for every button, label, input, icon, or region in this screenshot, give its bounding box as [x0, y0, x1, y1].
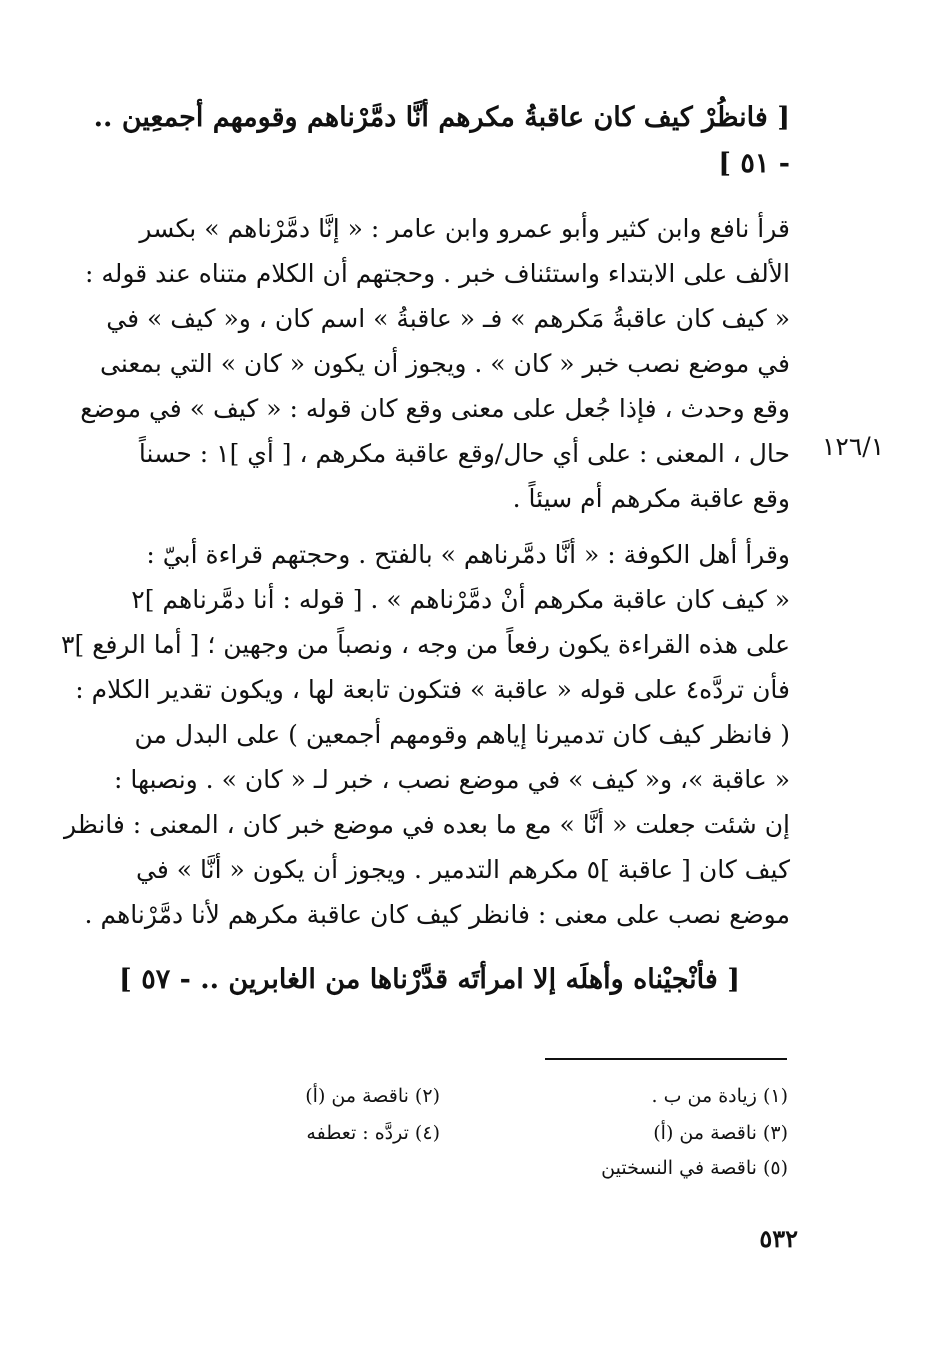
page-number: ٥٣٢: [759, 1224, 798, 1253]
paragraph-2-line: « عاقبة »، و« كيف » في موضع نصب ، خبر لـ « كان » . ونصبها :: [113, 765, 790, 794]
paragraph-1-line: وقع وحدث ، فإذا جُعل على معنى وقع كان قوله : « كيف » في موضع: [80, 394, 790, 423]
footnote-3: (٣) ناقصة من (أ): [653, 1122, 788, 1144]
paragraph-2-line: على هذه القراءة يكون رفعاً من وجه ، ونصباً من وجهين ؛ [ أما الرفع ]٣: [61, 630, 790, 659]
paragraph-2-line: « كيف كان عاقبة مكرهم أنْ دمَّرْناهم » . [ قوله : أنا دمَّرناهم ]٢: [131, 585, 790, 614]
paragraph-1-line: في موضع نصب خبر « كان » . ويجوز أن يكون « كان » التي بمعنى: [100, 349, 790, 378]
paragraph-1-line: وقع عاقبة مكرهم أم سيئاً .: [512, 484, 790, 513]
verse-top-line-2: - ٥١ ]: [718, 148, 790, 179]
margin-reference: ١٢٦/١: [822, 432, 885, 461]
paragraph-1: [80, 212, 790, 542]
footnote-separator: [545, 1058, 787, 1060]
paragraph-2-line: موضع نصب على معنى : فانظر كيف كان عاقبة مكرهم لأنا دمَّرْناهم .: [84, 900, 790, 929]
verse-top-line-1: [ فانظُرْ كيف كان عاقبةُ مكرهم أنَّا دمَّرْناهم وقومهم أجمعِين ..: [93, 102, 790, 133]
paragraph-1-line: حال ، المعنى : على أي حال/وقع عاقبة مكرهم ، [ أي ]١ : حسناً: [138, 439, 790, 468]
paragraph-2-line: ( فانظر كيف كان تدميرنا إياهم وقومهم أجمعين ) على البدل من: [134, 720, 790, 749]
paragraph-1-line: الألف على الابتداء واستئناف خبر . وحجتهم أن الكلام متناه عند قوله :: [84, 259, 790, 288]
paragraph-2-line: إن شئت جعلت « أنَّا » مع ما بعده في موضع خبر كان ، المعنى : فانظر: [64, 810, 790, 839]
footnote-5: (٥) ناقصة في النسختين: [601, 1157, 788, 1179]
verse-bottom: [ فأنْجيْناه وأهلَه إلا امرأتَه قدَّرْناها من الغابرين .. - ٥٧ ]: [119, 964, 740, 995]
paragraph-1-line: « كيف كان عاقبةُ مَكرهم » فـ « عاقبةُ » اسم كان ، و« كيف » في: [106, 304, 790, 333]
footnote-1: (١) زيادة من ب .: [651, 1085, 788, 1107]
paragraph-1-line: قرأ نافع وابن كثير وأبو عمرو وابن عامر : « إنَّا دمَّرْناهم » بكسر: [139, 214, 790, 243]
paragraph-2-line: وقرأ أهل الكوفة : « أنَّا دمَّرناهم » بالفتح . وحجتهم قراءة أبيّ :: [146, 540, 790, 569]
footnote-2: (٢) ناقصة من (أ): [305, 1085, 440, 1107]
paragraph-2-line: فأن تردَّه٤ على قوله « عاقبة » فتكون تابعة لها ، ويكون تقدير الكلام :: [75, 675, 790, 704]
paragraph-2-line: كيف كان [ عاقبة ]٥ مكرهم التدمير . ويجوز أن يكون « أنَّا » في: [136, 855, 790, 884]
footnote-4: (٤) تردَّه : تعطفه: [306, 1122, 440, 1144]
paragraph-2: [61, 538, 790, 938]
